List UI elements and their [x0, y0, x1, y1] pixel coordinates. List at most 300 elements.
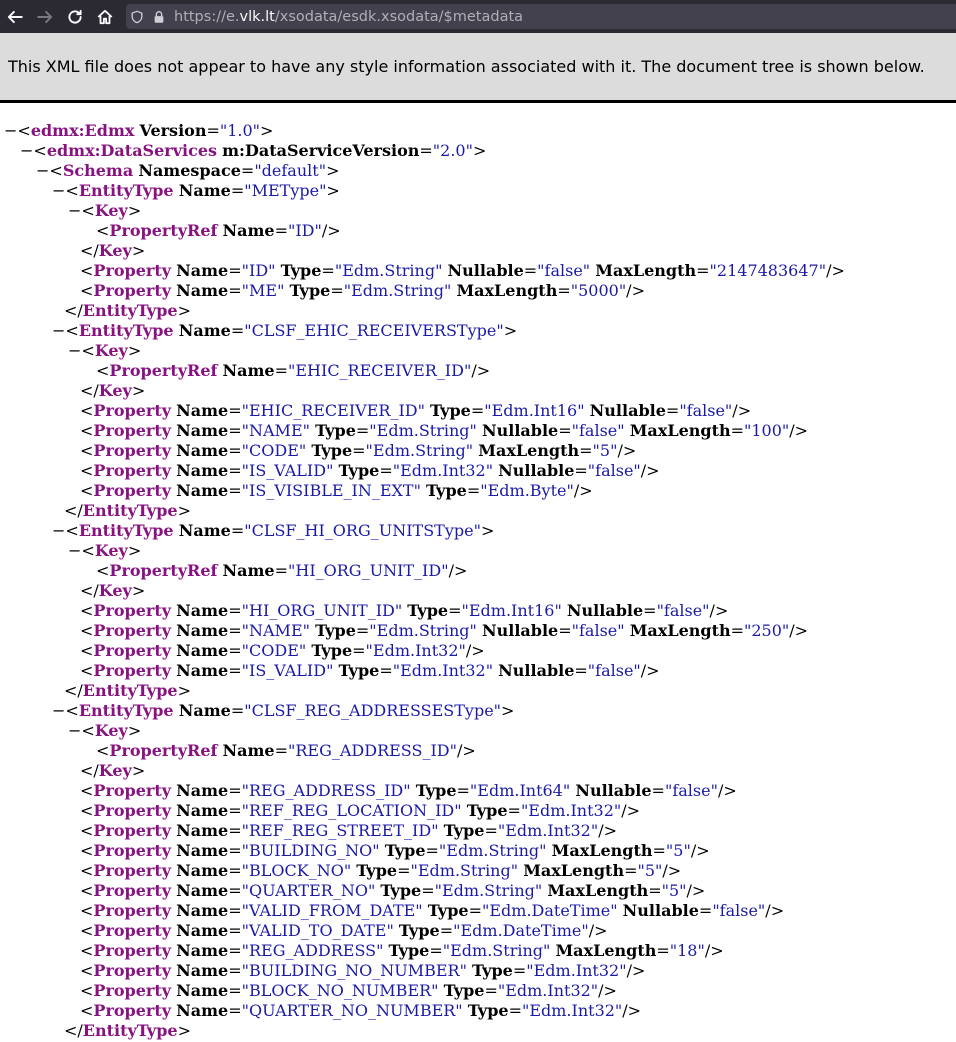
attribute-value: "false"	[712, 901, 766, 920]
equals-sign: =	[421, 881, 435, 900]
attribute-value: "BLOCK_NO_NUMBER"	[241, 981, 439, 1000]
equals-sign: =	[379, 461, 393, 480]
tag-bracket: </	[64, 1021, 83, 1040]
attribute-value: "false"	[571, 621, 625, 640]
attribute-value: "false"	[656, 601, 710, 620]
attribute-name: Type	[426, 481, 467, 500]
tag-bracket: />	[621, 801, 641, 820]
attribute-value: "Edm.Int32"	[497, 981, 599, 1000]
attribute-value: "Edm.String"	[438, 841, 547, 860]
attribute-name: Type	[311, 441, 353, 460]
attribute-name: Name	[178, 321, 231, 340]
attribute-name: Name	[222, 741, 275, 760]
tag-bracket: />	[456, 741, 476, 760]
attribute-name: Nullable	[589, 401, 666, 420]
equals-sign: =	[665, 401, 680, 420]
tag-bracket: </	[64, 301, 83, 320]
equals-sign: =	[429, 941, 443, 960]
equals-sign: =	[397, 861, 411, 880]
tag-bracket: <	[81, 541, 95, 560]
equals-sign: =	[228, 641, 242, 660]
attribute-name: Nullable	[447, 261, 524, 280]
tag-bracket: />	[626, 961, 646, 980]
tag-name: Property	[93, 841, 172, 860]
equals-sign: =	[523, 261, 538, 280]
tag-bracket: </	[80, 241, 99, 260]
tag-name: PropertyRef	[109, 361, 218, 380]
xml-line	[0, 661, 956, 681]
tag-bracket: />	[765, 901, 785, 920]
attribute-value: "IS_VISIBLE_IN_EXT"	[241, 481, 421, 500]
equals-sign: =	[558, 421, 572, 440]
equals-sign: =	[507, 801, 521, 820]
collapse-toggle[interactable]: −	[68, 721, 82, 740]
attribute-value: "false"	[537, 261, 591, 280]
tag-name: EntityType	[82, 301, 178, 320]
tag-bracket: <	[49, 161, 63, 180]
attribute-value: "Edm.Int32"	[520, 801, 622, 820]
tag-bracket: <	[80, 881, 94, 900]
attribute-name: MaxLength	[595, 261, 697, 280]
attribute-value: "REF_REG_LOCATION_ID"	[241, 801, 462, 820]
tag-bracket: </	[80, 581, 99, 600]
equals-sign: =	[330, 281, 344, 300]
tag-name: Schema	[62, 161, 134, 180]
attribute-name: Type	[315, 621, 356, 640]
tag-bracket: />	[465, 641, 485, 660]
attribute-value: "HI_ORG_UNIT_ID"	[288, 561, 449, 580]
attribute-value: "ME"	[241, 281, 285, 300]
tag-bracket: />	[321, 221, 341, 240]
tag-bracket: <	[80, 781, 94, 800]
attribute-value: "false"	[587, 661, 641, 680]
attribute-name: Type	[467, 1001, 509, 1020]
attribute-name: Name	[176, 281, 229, 300]
attribute-name: Name	[176, 821, 229, 840]
tag-bracket: />	[686, 881, 706, 900]
equals-sign: =	[468, 901, 482, 920]
equals-sign: =	[574, 461, 588, 480]
xml-line	[0, 541, 956, 561]
lock-icon[interactable]	[148, 10, 170, 24]
collapse-toggle[interactable]: −	[68, 541, 82, 560]
tag-name: Property	[93, 1001, 172, 1020]
xml-line	[0, 521, 956, 541]
attribute-value: "IS_VALID"	[241, 661, 334, 680]
equals-sign: =	[228, 441, 242, 460]
tag-bracket: </	[64, 681, 83, 700]
attribute-name: Name	[178, 181, 231, 200]
equals-sign: =	[352, 641, 366, 660]
equals-sign: =	[228, 781, 242, 800]
collapse-toggle[interactable]: −	[52, 181, 66, 200]
tag-bracket: <	[81, 721, 95, 740]
tag-bracket: />	[690, 841, 710, 860]
equals-sign: =	[230, 181, 245, 200]
tag-bracket: />	[598, 821, 617, 840]
xml-line	[0, 281, 956, 301]
equals-sign: =	[643, 601, 657, 620]
tag-name: Key	[98, 241, 132, 260]
attribute-name: Type	[398, 921, 440, 940]
tag-name: EntityType	[78, 701, 174, 720]
tag-bracket: >	[260, 121, 274, 140]
attribute-name: Type	[338, 661, 380, 680]
attribute-name: MaxLength	[456, 281, 558, 300]
equals-sign: =	[228, 661, 242, 680]
attribute-value: "CODE"	[241, 441, 307, 460]
attribute-name: MaxLength	[523, 861, 625, 880]
equals-sign: =	[558, 621, 572, 640]
tag-name: Property	[93, 921, 172, 940]
xml-line	[0, 341, 956, 361]
attribute-value: "5"	[592, 441, 618, 460]
tag-bracket: >	[472, 141, 487, 160]
tag-bracket: <	[65, 321, 79, 340]
attribute-name: MaxLength	[555, 941, 657, 960]
equals-sign: =	[230, 701, 245, 720]
xml-line	[0, 981, 956, 1001]
tag-name: Property	[93, 281, 172, 300]
tag-bracket: >	[127, 201, 142, 220]
xml-line	[0, 861, 956, 881]
reload-icon[interactable]	[60, 0, 90, 33]
attribute-value: "CLSF_EHIC_RECEIVERSType"	[244, 321, 504, 340]
tag-bracket: <	[80, 441, 94, 460]
attribute-name: Name	[176, 421, 229, 440]
tag-name: Key	[98, 581, 132, 600]
attribute-value: "5"	[637, 861, 663, 880]
attribute-name: Nullable	[575, 781, 652, 800]
tag-bracket: <	[80, 921, 94, 940]
attribute-value: "18"	[669, 941, 705, 960]
attribute-value: "BLOCK_NO"	[241, 861, 352, 880]
attribute-name: MaxLength	[629, 621, 731, 640]
xml-line	[0, 1021, 956, 1041]
attribute-name: Name	[176, 961, 229, 980]
xml-line	[0, 581, 956, 601]
tag-name: Property	[93, 461, 172, 480]
equals-sign: =	[648, 881, 662, 900]
equals-sign: =	[228, 921, 242, 940]
tag-name: Property	[93, 981, 172, 1000]
attribute-name: Name	[176, 921, 229, 940]
xml-line	[0, 681, 956, 701]
equals-sign: =	[228, 461, 242, 480]
attribute-name: Type	[443, 821, 485, 840]
attribute-value: "Edm.Int16"	[484, 401, 585, 420]
xml-style-info-banner	[0, 33, 956, 103]
attribute-value: "IS_VALID"	[241, 461, 334, 480]
attribute-value: "1.0"	[219, 121, 261, 140]
equals-sign: =	[355, 421, 370, 440]
collapse-toggle[interactable]: −	[4, 121, 18, 140]
attribute-value: "Edm.Int32"	[526, 961, 627, 980]
attribute-value: "Edm.Int32"	[392, 661, 494, 680]
attribute-name: Name	[222, 221, 275, 240]
attribute-name: Type	[280, 261, 322, 280]
attribute-name: Name	[176, 941, 229, 960]
attribute-name: Name	[176, 481, 229, 500]
attribute-name: Type	[356, 861, 398, 880]
attribute-name: Name	[176, 781, 229, 800]
tag-bracket: <	[80, 621, 94, 640]
attribute-name: Type	[311, 641, 353, 660]
tag-bracket: >	[177, 1021, 191, 1040]
attribute-value: "Edm.DateTime"	[481, 901, 618, 920]
equals-sign: =	[274, 361, 288, 380]
equals-sign: =	[652, 841, 666, 860]
attribute-name: Type	[407, 601, 449, 620]
xml-line	[0, 181, 956, 201]
attribute-name: m:DataServiceVersion	[222, 141, 420, 160]
xml-line	[0, 701, 956, 721]
attribute-value: "false"	[587, 461, 641, 480]
tag-bracket: <	[80, 961, 94, 980]
tag-bracket: >	[131, 581, 146, 600]
attribute-value: "REG_ADDRESS_ID"	[241, 781, 411, 800]
tag-bracket: />	[622, 1001, 642, 1020]
tag-name: Key	[98, 761, 132, 780]
attribute-value: "QUARTER_NO_NUMBER"	[241, 1001, 463, 1020]
equals-sign: =	[574, 661, 588, 680]
xml-document-tree	[0, 103, 956, 1041]
xml-line	[0, 561, 956, 581]
attribute-name: Name	[178, 521, 231, 540]
equals-sign: =	[228, 841, 242, 860]
tag-bracket: />	[789, 421, 809, 440]
tag-bracket: >	[177, 681, 191, 700]
tag-name: EntityType	[82, 1021, 178, 1040]
tag-name: EntityType	[78, 181, 174, 200]
tag-name: Property	[93, 621, 172, 640]
equals-sign: =	[228, 481, 242, 500]
equals-sign: =	[228, 401, 242, 420]
xml-line	[0, 381, 956, 401]
tag-name: Key	[94, 201, 128, 220]
attribute-value: "Edm.String"	[369, 621, 477, 640]
xml-line	[0, 401, 956, 421]
xml-line	[0, 941, 956, 961]
equals-sign: =	[698, 901, 713, 920]
forward-arrow-icon[interactable]	[30, 0, 60, 33]
tag-bracket: <	[80, 421, 94, 440]
attribute-value: "100"	[744, 421, 790, 440]
attribute-name: Type	[384, 841, 426, 860]
shield-icon[interactable]	[126, 10, 148, 24]
tag-bracket: >	[501, 701, 515, 720]
tag-name: Key	[94, 341, 128, 360]
tag-bracket: />	[717, 781, 737, 800]
xml-line	[0, 601, 956, 621]
attribute-name: MaxLength	[478, 441, 580, 460]
attribute-value: "default"	[254, 161, 327, 180]
attribute-name: Nullable	[498, 661, 575, 680]
url-path: /xsodata/esdk.xsodata/$metadata	[274, 8, 524, 25]
tag-bracket: />	[640, 461, 660, 480]
xml-line	[0, 241, 956, 261]
attribute-value: "ID"	[241, 261, 276, 280]
equals-sign: =	[274, 221, 288, 240]
attribute-value: "5000"	[570, 281, 627, 300]
tag-name: Property	[93, 261, 172, 280]
attribute-name: Type	[415, 781, 457, 800]
tag-name: PropertyRef	[109, 221, 218, 240]
tag-name: Property	[93, 601, 172, 620]
tag-bracket: <	[80, 901, 94, 920]
tag-bracket: <	[80, 941, 94, 960]
attribute-name: Type	[315, 421, 356, 440]
tag-name: Property	[93, 401, 172, 420]
collapse-toggle[interactable]: −	[68, 201, 82, 220]
xml-line	[0, 901, 956, 921]
xml-line	[0, 261, 956, 281]
tag-name: Property	[93, 941, 172, 960]
equals-sign: =	[419, 141, 433, 160]
attribute-value: "CLSF_REG_ADDRESSESType"	[244, 701, 502, 720]
attribute-name: Nullable	[622, 901, 699, 920]
tag-bracket: >	[131, 761, 146, 780]
tag-name: PropertyRef	[109, 741, 218, 760]
attribute-value: "REF_REG_STREET_ID"	[241, 821, 439, 840]
equals-sign: =	[206, 121, 220, 140]
equals-sign: =	[274, 561, 288, 580]
equals-sign: =	[466, 481, 481, 500]
back-arrow-icon[interactable]	[0, 0, 30, 33]
equals-sign: =	[448, 601, 462, 620]
equals-sign: =	[484, 981, 498, 1000]
equals-sign: =	[321, 261, 335, 280]
tag-bracket: <	[65, 701, 79, 720]
xml-style-info-text: This XML file does not appear to have any style information associated with it. The document tree is shown below.	[8, 57, 925, 76]
xml-line	[0, 1001, 956, 1021]
attribute-value: "Edm.String"	[365, 441, 474, 460]
equals-sign: =	[696, 261, 710, 280]
collapse-toggle[interactable]: −	[52, 521, 66, 540]
tag-bracket: <	[65, 521, 79, 540]
tag-bracket: >	[127, 541, 142, 560]
xml-line	[0, 221, 956, 241]
attribute-value: "false"	[679, 401, 733, 420]
attribute-value: "2147483647"	[709, 261, 827, 280]
equals-sign: =	[230, 321, 245, 340]
equals-sign: =	[579, 441, 593, 460]
attribute-value: "Edm.Int16"	[461, 601, 562, 620]
tag-bracket: <	[80, 481, 94, 500]
equals-sign: =	[274, 741, 288, 760]
tag-bracket: <	[96, 221, 110, 240]
tag-bracket: />	[626, 281, 645, 300]
xml-line	[0, 761, 956, 781]
tag-bracket: <	[80, 981, 94, 1000]
attribute-value: "2.0"	[432, 141, 473, 160]
tag-bracket: <	[80, 841, 94, 860]
equals-sign: =	[425, 841, 439, 860]
equals-sign: =	[508, 1001, 522, 1020]
collapse-toggle[interactable]: −	[20, 141, 34, 160]
attribute-value: "CODE"	[241, 641, 307, 660]
attribute-name: Type	[472, 961, 513, 980]
xml-line	[0, 821, 956, 841]
equals-sign: =	[228, 1001, 242, 1020]
attribute-value: "Edm.Int32"	[497, 821, 599, 840]
tag-name: Property	[93, 421, 172, 440]
tag-bracket: <	[96, 361, 110, 380]
attribute-name: Name	[176, 841, 229, 860]
tag-name: Property	[93, 901, 172, 920]
home-icon[interactable]	[90, 0, 120, 33]
collapse-toggle[interactable]: −	[68, 341, 82, 360]
equals-sign: =	[228, 981, 242, 1000]
attribute-name: Type	[427, 901, 469, 920]
attribute-value: "Edm.String"	[434, 881, 543, 900]
equals-sign: =	[730, 421, 745, 440]
tag-bracket: </	[80, 381, 99, 400]
url-text[interactable]	[174, 9, 523, 25]
attribute-name: Name	[176, 621, 229, 640]
xml-line	[0, 481, 956, 501]
xml-line	[0, 801, 956, 821]
equals-sign: =	[379, 661, 393, 680]
equals-sign: =	[228, 941, 242, 960]
xml-line	[0, 501, 956, 521]
tag-bracket: <	[80, 821, 94, 840]
attribute-value: "Edm.String"	[369, 421, 477, 440]
attribute-name: Type	[466, 801, 508, 820]
xml-line	[0, 361, 956, 381]
tag-bracket: />	[709, 601, 729, 620]
xml-line	[0, 121, 956, 141]
attribute-name: Name	[176, 861, 229, 880]
tag-name: Property	[93, 441, 172, 460]
attribute-name: Name	[176, 601, 229, 620]
tag-bracket: >	[503, 321, 518, 340]
collapse-toggle[interactable]: −	[52, 701, 66, 720]
tag-bracket: <	[80, 661, 94, 680]
tag-bracket: <	[80, 601, 94, 620]
xml-line	[0, 621, 956, 641]
attribute-name: Type	[443, 981, 485, 1000]
tag-name: Key	[94, 541, 128, 560]
attribute-value: "5"	[661, 881, 687, 900]
collapse-toggle[interactable]: −	[52, 321, 66, 340]
tag-bracket: />	[598, 981, 617, 1000]
attribute-value: "Edm.Int64"	[469, 781, 571, 800]
tag-bracket: <	[80, 861, 94, 880]
url-bar[interactable]	[126, 4, 956, 29]
tag-bracket: <	[80, 1001, 94, 1020]
xml-line	[0, 721, 956, 741]
attribute-value: "Edm.String"	[442, 941, 551, 960]
equals-sign: =	[730, 621, 745, 640]
tag-bracket: <	[81, 201, 95, 220]
attribute-value: "250"	[744, 621, 790, 640]
attribute-value: "NAME"	[241, 621, 310, 640]
tag-bracket: />	[789, 621, 809, 640]
tag-bracket: >	[127, 341, 142, 360]
equals-sign: =	[557, 281, 571, 300]
tag-name: Property	[93, 961, 172, 980]
tag-name: EntityType	[78, 321, 174, 340]
tag-bracket: >	[131, 241, 146, 260]
attribute-value: "BUILDING_NO_NUMBER"	[241, 961, 467, 980]
equals-sign: =	[456, 781, 470, 800]
attribute-name: Name	[176, 801, 229, 820]
collapse-toggle[interactable]: −	[36, 161, 50, 180]
tag-bracket: <	[80, 461, 94, 480]
xml-line	[0, 321, 956, 341]
tag-bracket: />	[640, 661, 660, 680]
